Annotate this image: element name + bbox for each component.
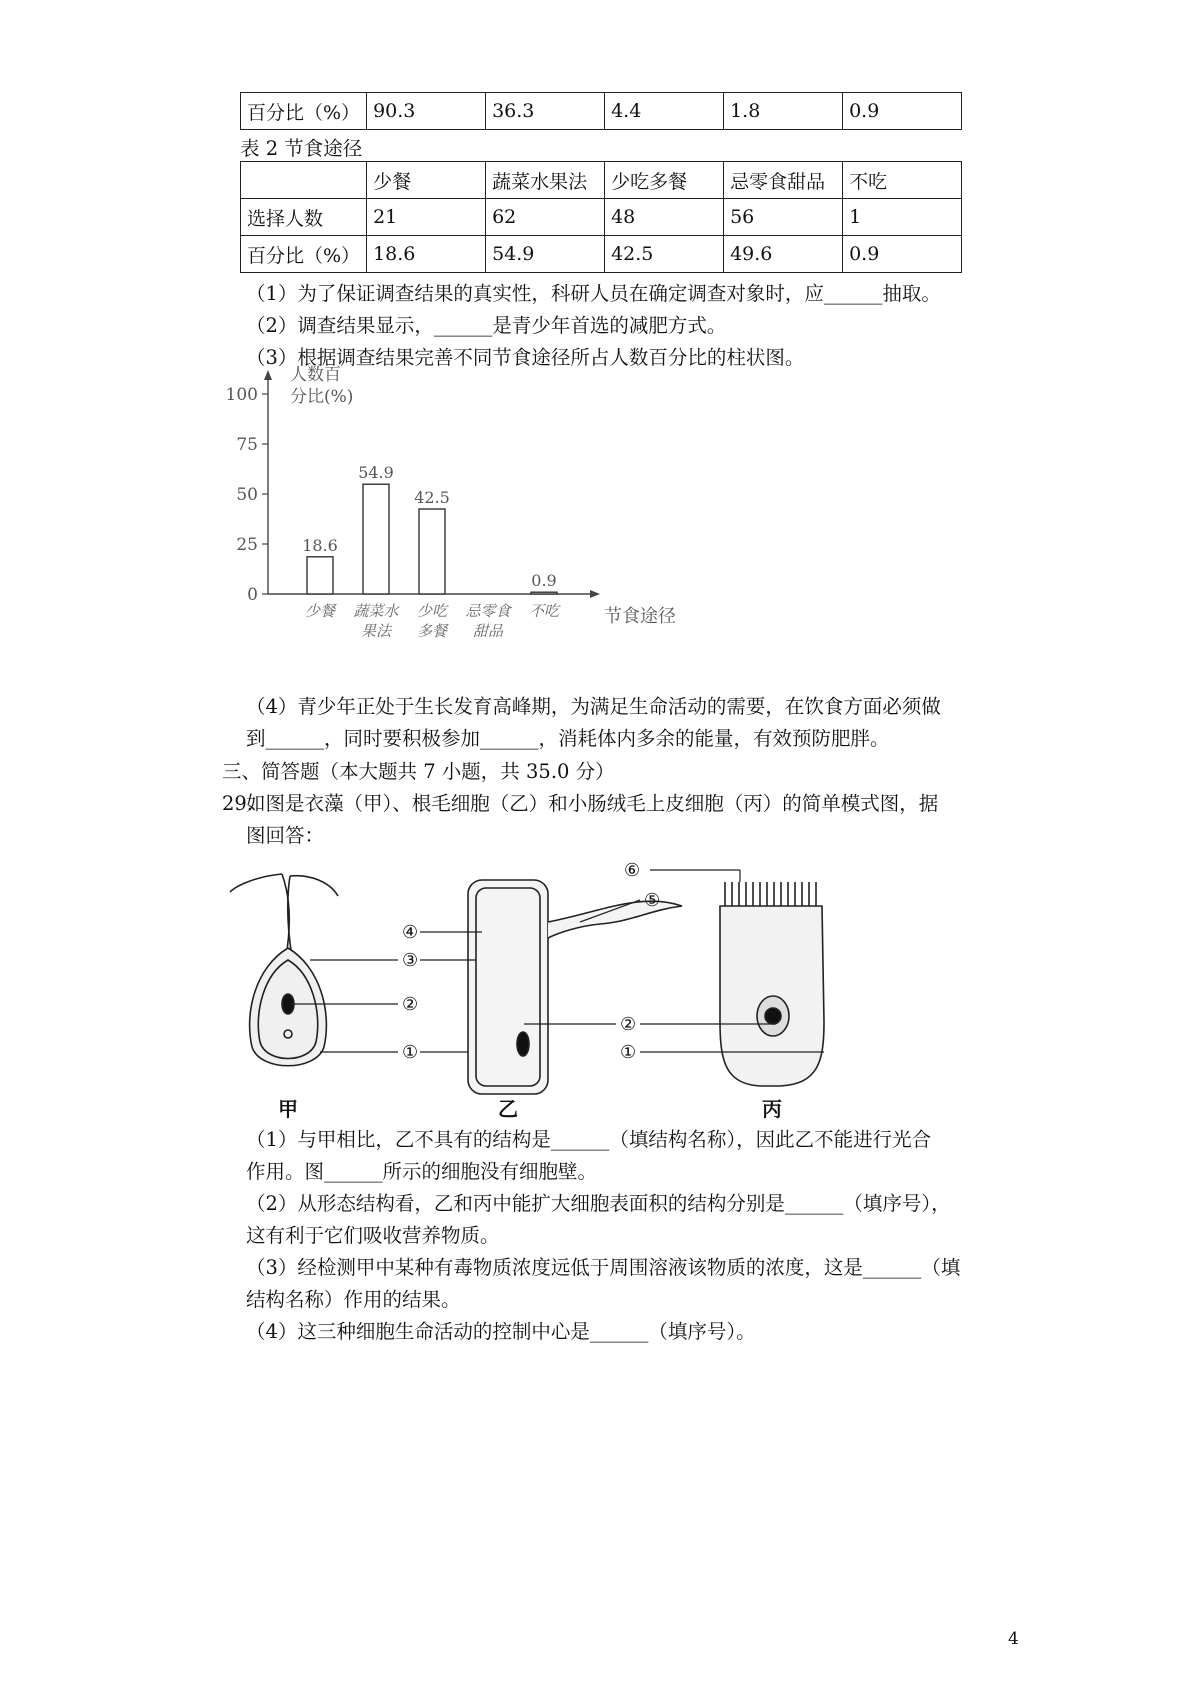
table-cell: 18.6 <box>367 236 486 273</box>
marker-6: ⑥ <box>624 860 641 881</box>
y-tick-label: 0 <box>247 585 258 605</box>
chlamydomonas-cell <box>230 874 338 1066</box>
table-cell: 百分比（%） <box>241 93 367 130</box>
chart-texts <box>226 365 676 640</box>
table-cell: 42.5 <box>605 236 724 273</box>
x-tick-label: 多餐 <box>416 622 448 640</box>
bar <box>419 509 445 594</box>
q29-sub-3b: 结构名称）作用的结果。 <box>246 1288 461 1311</box>
cell-label-jia: 甲 <box>278 1097 298 1121</box>
question-4-line2: 到______，同时要积极参加______，消耗体内多余的能量，有效预防肥胖。 <box>246 727 890 750</box>
table-row <box>241 93 962 130</box>
y-tick-label: 50 <box>236 485 258 505</box>
table-cell: 0.9 <box>843 236 962 273</box>
section-heading: 三、简答题（本大题共 7 小题，共 35.0 分） <box>222 760 615 783</box>
x-tick-label: 果法 <box>360 622 392 640</box>
table-cell: 36.3 <box>486 93 605 130</box>
table-cell: 0.9 <box>843 93 962 130</box>
data-label: 18.6 <box>302 535 338 555</box>
question-1: （1）为了保证调查结果的真实性，科研人员在确定调查对象时，应______抽取。 <box>246 282 941 305</box>
cell-label-yi: 乙 <box>498 1097 518 1121</box>
table-cell: 90.3 <box>367 93 486 130</box>
x-tick-label: 少餐 <box>304 602 336 620</box>
y-tick-label: 75 <box>236 435 258 455</box>
table-header-cell: 少餐 <box>367 162 486 199</box>
data-label: 0.9 <box>531 571 557 591</box>
x-tick-label: 不吃 <box>528 602 560 620</box>
y-axis-label: 分比(%) <box>290 387 354 407</box>
table-cell: 21 <box>367 199 486 236</box>
question-29-intro: 如图是衣藻（甲）、根毛细胞（乙）和小肠绒毛上皮细胞（丙）的简单模式图，据 <box>246 792 939 815</box>
x-axis-arrow <box>590 590 600 598</box>
table-cell: 百分比（%） <box>241 236 367 273</box>
table-cell: 1 <box>843 199 962 236</box>
table-cell: 49.6 <box>724 236 843 273</box>
y-tick-label: 100 <box>225 385 258 405</box>
x-tick-label: 蔬菜水 <box>353 602 399 620</box>
question-2: （2）调查结果显示，______是青少年首选的减肥方式。 <box>246 314 727 337</box>
marker-2b: ② <box>620 1014 637 1035</box>
table-row <box>241 199 962 236</box>
question-29-number: 29. <box>222 792 254 815</box>
q29-sub-4: （4）这三种细胞生命活动的控制中心是______（填序号）。 <box>246 1320 756 1343</box>
bar <box>531 592 557 594</box>
table-cell: 选择人数 <box>241 199 367 236</box>
table-cell: 4.4 <box>605 93 724 130</box>
epithelial-cell <box>720 882 824 1086</box>
data-label: 54.9 <box>358 463 394 483</box>
q29-sub-2a: （2）从形态结构看，乙和丙中能扩大细胞表面积的结构分别是______（填序号）， <box>246 1192 951 1215</box>
cell-labels <box>278 1097 782 1121</box>
table-header-cell: 少吃多餐 <box>605 162 724 199</box>
q29-sub-2b: 这有利于它们吸收营养物质。 <box>246 1224 500 1247</box>
table-cell: 48 <box>605 199 724 236</box>
table-cell: 54.9 <box>486 236 605 273</box>
bar-chart <box>220 365 740 690</box>
table-row <box>241 236 962 273</box>
table-header-row <box>241 162 962 199</box>
marker-1: ① <box>402 1042 419 1063</box>
table-header-cell: 不吃 <box>843 162 962 199</box>
table-cell: 56 <box>724 199 843 236</box>
page-number: 4 <box>1008 1629 1019 1649</box>
cell-label-bing: 丙 <box>762 1097 782 1121</box>
q29-sub-1a: （1）与甲相比，乙不具有的结构是______（填结构名称），因此乙不能进行光合 <box>246 1128 932 1151</box>
marker-5: ⑤ <box>644 890 661 911</box>
cell-diagram <box>220 862 860 1122</box>
root-hair-cell <box>468 880 682 1094</box>
q29-sub-3a: （3）经检测甲中某种有毒物质浓度远低于周围溶液该物质的浓度，这是______（填 <box>246 1256 961 1279</box>
x-tick-label: 甜品 <box>472 622 504 640</box>
table-header-cell: 忌零食甜品 <box>724 162 843 199</box>
x-tick-label: 少吃 <box>416 602 448 620</box>
table-cell: 1.8 <box>724 93 843 130</box>
question-29-intro-cont: 图回答： <box>246 824 325 847</box>
x-tick-label: 忌零食 <box>465 602 511 620</box>
x-axis-label: 节食途径 <box>604 606 676 627</box>
marker-3: ③ <box>402 950 419 971</box>
marker-1b: ① <box>620 1042 637 1063</box>
table2 <box>240 161 962 273</box>
bar <box>363 484 389 594</box>
marker-4: ④ <box>402 922 419 943</box>
q29-sub-1b: 作用。图______所示的细胞没有细胞壁。 <box>246 1160 598 1183</box>
table-cell: 62 <box>486 199 605 236</box>
question-4-line1: （4）青少年正处于生长发育高峰期，为满足生命活动的需要，在饮食方面必须做 <box>246 695 941 718</box>
y-axis-label: 人数百 <box>290 365 341 385</box>
y-tick-label: 25 <box>236 535 258 555</box>
question-3: （3）根据调查结果完善不同节食途径所占人数百分比的柱状图。 <box>246 346 805 369</box>
marker-2: ② <box>402 994 419 1015</box>
table-header-cell <box>241 162 367 199</box>
table2-caption: 表 2 节食途径 <box>240 137 363 160</box>
data-label: 42.5 <box>414 488 450 507</box>
table-header-cell: 蔬菜水果法 <box>486 162 605 199</box>
bar <box>307 557 333 594</box>
table1 <box>240 92 962 130</box>
